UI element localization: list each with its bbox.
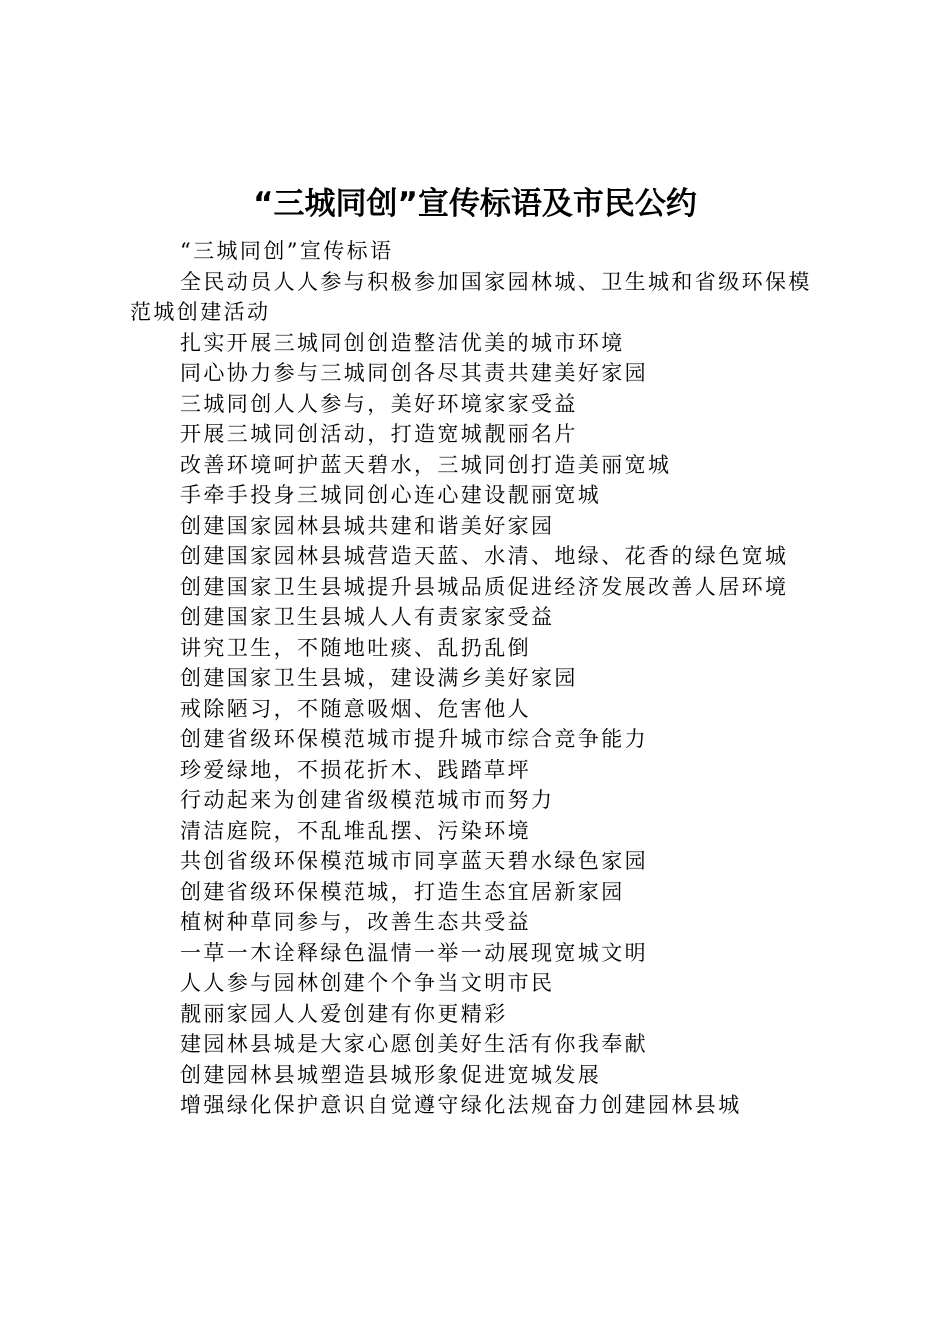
slogan-paragraph: 创建国家卫生县城提升县城品质促进经济发展改善人居环境 (180, 574, 789, 599)
slogan-paragraph: 增强绿化保护意识自觉遵守绿化法规奋力创建园林县城 (180, 1093, 742, 1117)
slogan-paragraph: 创建国家园林县城共建和谐美好家园 (180, 513, 555, 538)
slogan-paragraph: 创建省级环保模范城，打造生态宜居新家园 (180, 879, 625, 904)
slogan-paragraph: 手牵手投身三城同创心连心建设靓丽宽城 (180, 483, 602, 507)
slogan-paragraph: 戒除陋习，不随意吸烟、危害他人 (180, 696, 531, 721)
document-title: “三城同创”宣传标语及市民公约 (253, 186, 697, 222)
slogan-paragraph: 建园林县城是大家心愿创美好生活有你我奉献 (180, 1032, 648, 1056)
slogan-paragraph: 同心协力参与三城同创各尽其责共建美好家园 (180, 361, 648, 385)
slogan-paragraph: 全民动员人人参与积极参加国家园林城、卫生城和省级环保模范城创建活动 (130, 269, 812, 324)
slogan-paragraph: 人人参与园林创建个个争当文明市民 (180, 971, 555, 995)
slogan-paragraph: 改善环境呵护蓝天碧水，三城同创打造美丽宽城 (180, 452, 672, 477)
slogan-paragraph: 清洁庭院，不乱堆乱摆、污染环境 (180, 818, 531, 843)
slogan-paragraph: 创建国家卫生县城，建设满乡美好家园 (180, 666, 578, 690)
slogan-paragraph: 创建园林县城塑造县城形象促进宽城发展 (180, 1062, 602, 1087)
slogan-paragraph: 开展三城同创活动，打造宽城靓丽名片 (180, 422, 578, 446)
slogan-paragraph: 扎实开展三城同创创造整洁优美的城市环境 (180, 330, 625, 355)
slogan-paragraph: 创建省级环保模范城市提升城市综合竞争能力 (180, 727, 648, 751)
slogan-paragraph: 创建国家园林县城营造天蓝、水清、地绿、花香的绿色宽城 (180, 544, 789, 568)
slogan-paragraph: 讲究卫生，不随地吐痰、乱扔乱倒 (180, 635, 531, 660)
slogan-paragraph: 共创省级环保模范城市同享蓝天碧水绿色家园 (180, 849, 648, 873)
slogan-paragraph: 珍爱绿地，不损花折木、践踏草坪 (180, 757, 531, 782)
document-body (130, 236, 830, 1121)
slogan-paragraph: 三城同创人人参与，美好环境家家受益 (180, 391, 578, 416)
slogan-paragraph: 创建国家卫生县城人人有责家家受益 (180, 605, 555, 629)
slogan-paragraph: 行动起来为创建省级模范城市而努力 (180, 788, 555, 812)
slogan-paragraph: 一草一木诠释绿色温情一举一动展现宽城文明 (180, 940, 648, 965)
section-heading: “三城同创”宣传标语 (180, 239, 394, 263)
slogan-paragraph: 植树种草同参与，改善生态共受益 (180, 910, 531, 934)
slogan-paragraph: 靓丽家园人人爱创建有你更精彩 (180, 1001, 508, 1026)
